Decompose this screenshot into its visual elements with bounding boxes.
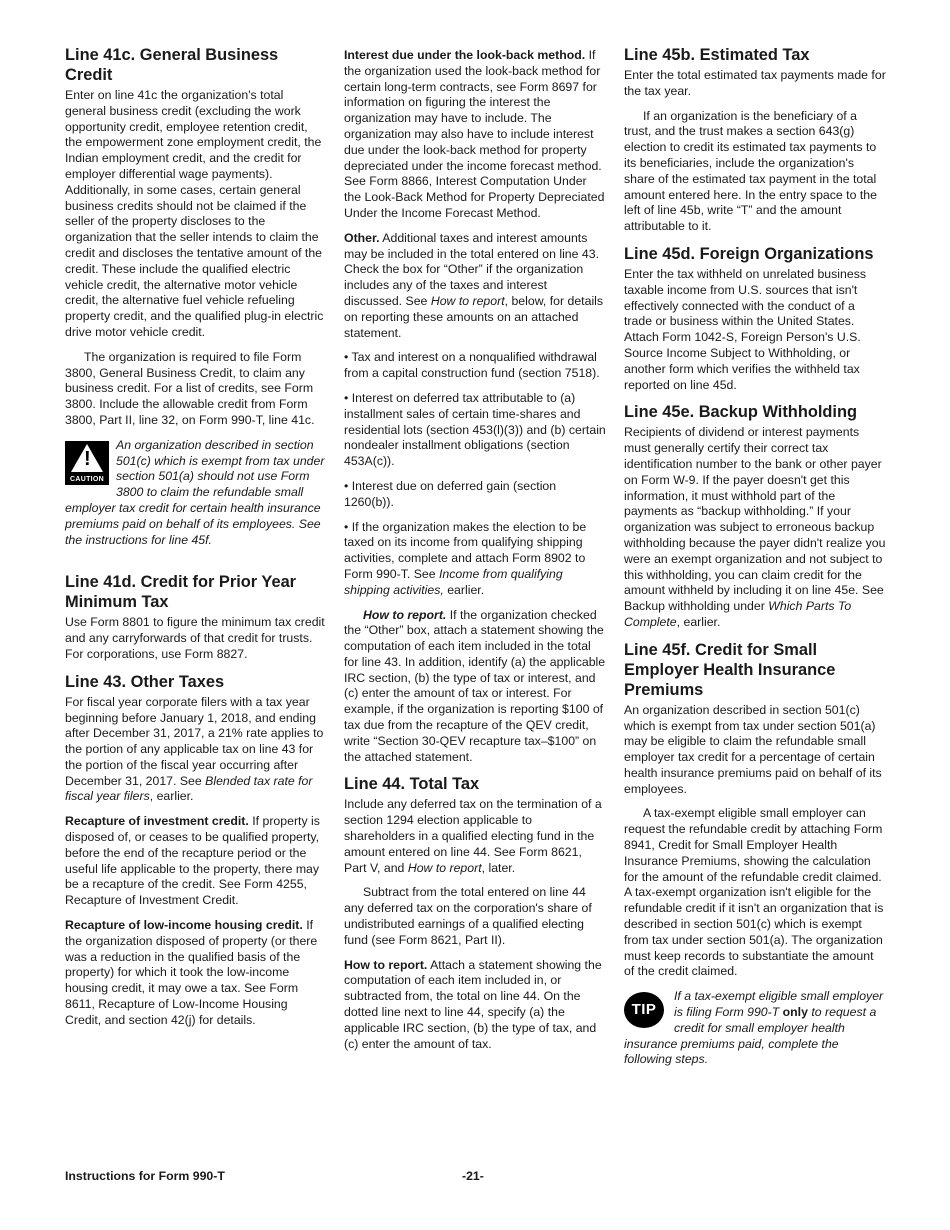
paragraph: Recapture of low-income housing credit. If the organization disposed of property (or there was a reduction in the qualified basis of the property) for which it took the low-income housing credit, it may owe a tax. See Form 8611, Recapture of Low-Income Housing Credit, and section 42(j) for details.: [65, 918, 318, 1027]
paragraph: If an organization is the beneficiary of a trust, and the trust makes a section 643(g) election to credit its estimated tax payments to its beneficiaries, include the organization's share of the estimated tax payment in the total amount entered here. In the entry space to the left of line 45b, write “T” and the amount attributable to it.: [624, 108, 877, 234]
caution-note: [65, 438, 327, 549]
run-in-heading: Recapture of investment credit.: [65, 814, 249, 829]
paragraph: For fiscal year corporate filers with a tax year beginning before January 1, 2018, and ending after December 31, 2017, a 21% rate applies to the portion of any applicable tax on line 43 for the portion of the fiscal year occurring after December 31, 2017. See Blended tax rate for fiscal year filers, earlier.: [65, 694, 324, 804]
paragraph: An organization described in section 501(c) which is exempt from tax under section 501(a) may be eligible to claim the refundable small employer tax credit for a percentage of certain health insurance premiums paid on behalf of its employees.: [624, 702, 882, 796]
heading-line-43: Line 43. Other Taxes: [65, 672, 225, 691]
tip-text: If a tax-exempt eligible small employer is filing Form 990-T only to request a credit for small employer health insurance premiums paid, complete the following steps.: [624, 989, 884, 1067]
paragraph: A tax-exempt eligible small employer can request the refundable credit by attaching Form 8941, Credit for Small Employer Health Insurance Premiums, showing the calculation for the amount of the refundable credit claimed. A tax-exempt organization isn't eligible for the refundable credit if it isn't an organization that is described in section 501(c) which is exempt from tax under section 501(a). The organization must keep records to substantiate the amount of the credit claimed.: [624, 806, 884, 979]
heading-line-45d: Line 45d. Foreign Organizations: [624, 244, 874, 263]
paragraph: Other. Additional taxes and interest amounts may be included in the total entered on line 43. Check the box for “Other” if the organization includes any of the taxes and interest discussed. See How to report, below, for details on reporting these amounts on an attached statement.: [344, 230, 604, 340]
cross-reference: Blended tax rate for fiscal year filers: [65, 773, 313, 804]
paragraph: Subtract from the total entered on line 44 any deferred tax on the corporation's share of undistributed earnings of a qualified electing fund (see Form 8621, Part II).: [344, 885, 592, 947]
run-in-heading: How to report.: [363, 607, 447, 622]
bullet-item: • If the organization makes the election to be taxed on its income from qualifying shipping activities, complete and attach Form 8902 to Form 990-T. See Income from qualifying shipping activities, earlier.: [344, 519, 587, 597]
run-in-heading: How to report.: [344, 957, 428, 972]
heading-line-45e: Line 45e. Backup Withholding: [624, 403, 857, 422]
tip-note: [624, 989, 886, 1068]
bullet-item: • Interest on deferred tax attributable to (a) installment sales of certain time-shares and residential lots (section 453(l)(3)) and (b) certain nondealer installment obligations (section 453A(c)).: [344, 390, 606, 469]
heading-line-45f: Line 45f. Credit for Small Employer Health Insurance Premiums: [624, 640, 836, 699]
paragraph: Recipients of dividend or interest payments must generally certify their correct tax identification number to the bank or other payer on Form W-9. If the payer doesn't get this information, it must withhold part of the payments as “backup withholding.” If your organization was subject to erroneous backup withholding because the payer didn't realize you were an exempt organization and not subject to this withholding, you can claim credit for the amount withheld by including it on line 45e. See Backup withholding under Which Parts To Complete, earlier.: [624, 425, 886, 629]
paragraph: Interest due under the look-back method. If the organization used the look-back method for certain long-term contracts, see Form 8697 for information on figuring the interest the organization may have to include. The organization may also have to include interest due under the look-back method for property depreciated under the income forecast method. See Form 8866, Interest Computation Under the Look-Back Method for Property Depreciated Under the Income Forecast Method.: [344, 48, 605, 220]
heading-line-44: Line 44. Total Tax: [344, 775, 480, 794]
paragraph: Enter on line 41c the organization's total general business credit (excluding the work opportunity credit, employee retention credit, the empowerment zone employment credit, the Indian employment credit, and the credit for employer differential wage payments). Additionally, in some cases, certain general business credits should not be claimed if the seller of the property discloses to the organization that the seller intends to claim the credit and discloses the tentative amount of the credit. These include the qualified electric vehicle credit, the alternative motor vehicle credit, the alternative fuel vehicle refueling property credit, and the qualified plug-in electric drive motor vehicle credit.: [65, 88, 324, 339]
paragraph: How to report. If the organization checked the “Other” box, attach a statement showing the computation of each item included in the total for line 43. In addition, identify (a) the applicable IRC section, (b) the type of tax or interest, and (c) enter the amount of tax or interest. For example, if the organization is reporting $100 of tax due from the recapture of the QEV credit, write “Section 30-QEV recapture tax–$100” on the attached statement.: [344, 607, 606, 764]
paragraph: Include any deferred tax on the termination of a section 1294 election applicable to shareholders in a qualified electing fund in the amount entered on line 44. See Form 8621, Part V, and How to report, later.: [344, 797, 602, 875]
paragraph: Recapture of investment credit. If property is disposed of, or ceases to be qualified property, before the end of the recapture period or the useful life applicable to the property, there may be a recapture of the credit. See Form 4255, Recapture of Investment Credit.: [65, 814, 320, 908]
heading-line-45b: Line 45b. Estimated Tax: [624, 46, 810, 64]
caution-icon: ! CAUTION: [65, 441, 109, 485]
paragraph: Enter the total estimated tax payments made for the tax year.: [624, 68, 886, 98]
paragraph: Use Form 8801 to figure the minimum tax credit and any carryforwards of that credit for trusts. For corporations, use Form 8827.: [65, 615, 325, 661]
bullet-item: • Interest due on deferred gain (section 1260(b)).: [344, 478, 557, 509]
paragraph: Enter the tax withheld on unrelated business taxable income from U.S. sources that isn't effectively connected with the conduct of a trade or business within the United States. Attach Form 1042-S, Foreign Person's U.S. Source Income Subject to Withholding, or another form which verifies the withheld tax reported on line 45d.: [624, 266, 866, 392]
tip-icon: TIP: [624, 992, 668, 1028]
footer-form-title: Instructions for Form 990-T: [65, 1169, 225, 1183]
cross-reference: How to report: [407, 860, 482, 875]
heading-line-41d: Line 41d. Credit for Prior Year Minimum Tax: [65, 573, 297, 612]
run-in-heading: Other.: [344, 230, 380, 245]
column-3: [624, 40, 886, 1092]
column-1: [65, 40, 327, 1038]
paragraph: How to report. Attach a statement showing the computation of each item included in, or subtracted from, the total on line 44. On the dotted line next to line 44, specify (a) the applicable IRC section, (b) the type of tax, and (c) enter the amount of tax.: [344, 957, 602, 1051]
page-number: -21-: [462, 1169, 484, 1183]
run-in-heading: Interest due under the look-back method.: [344, 48, 586, 62]
run-in-heading: Recapture of low-income housing credit.: [65, 918, 303, 933]
paragraph: The organization is required to file Form 3800, General Business Credit, to claim any business credit. For a list of credits, see Form 3800. Include the allowable credit from Form 3800, Part II, line 32, on Form 990-T, line 41c.: [65, 349, 315, 427]
cross-reference: Income from qualifying shipping activities,: [344, 566, 563, 597]
heading-line-41c: Line 41c. General Business Credit: [65, 46, 279, 84]
cross-reference: Which Parts To Complete: [624, 599, 852, 629]
caution-text: An organization described in section 501(c) which is exempt from tax under section 501(a) should not use Form 3800 to claim the refundable small employer tax credit for certain health insurance premiums paid on behalf of its employees. See the instructions for line 45f.: [65, 437, 325, 547]
cross-reference: How to report: [430, 293, 505, 308]
column-2: [344, 40, 606, 1061]
bullet-item: • Tax and interest on a nonqualified withdrawal from a capital construction fund (section 7518).: [344, 350, 600, 381]
